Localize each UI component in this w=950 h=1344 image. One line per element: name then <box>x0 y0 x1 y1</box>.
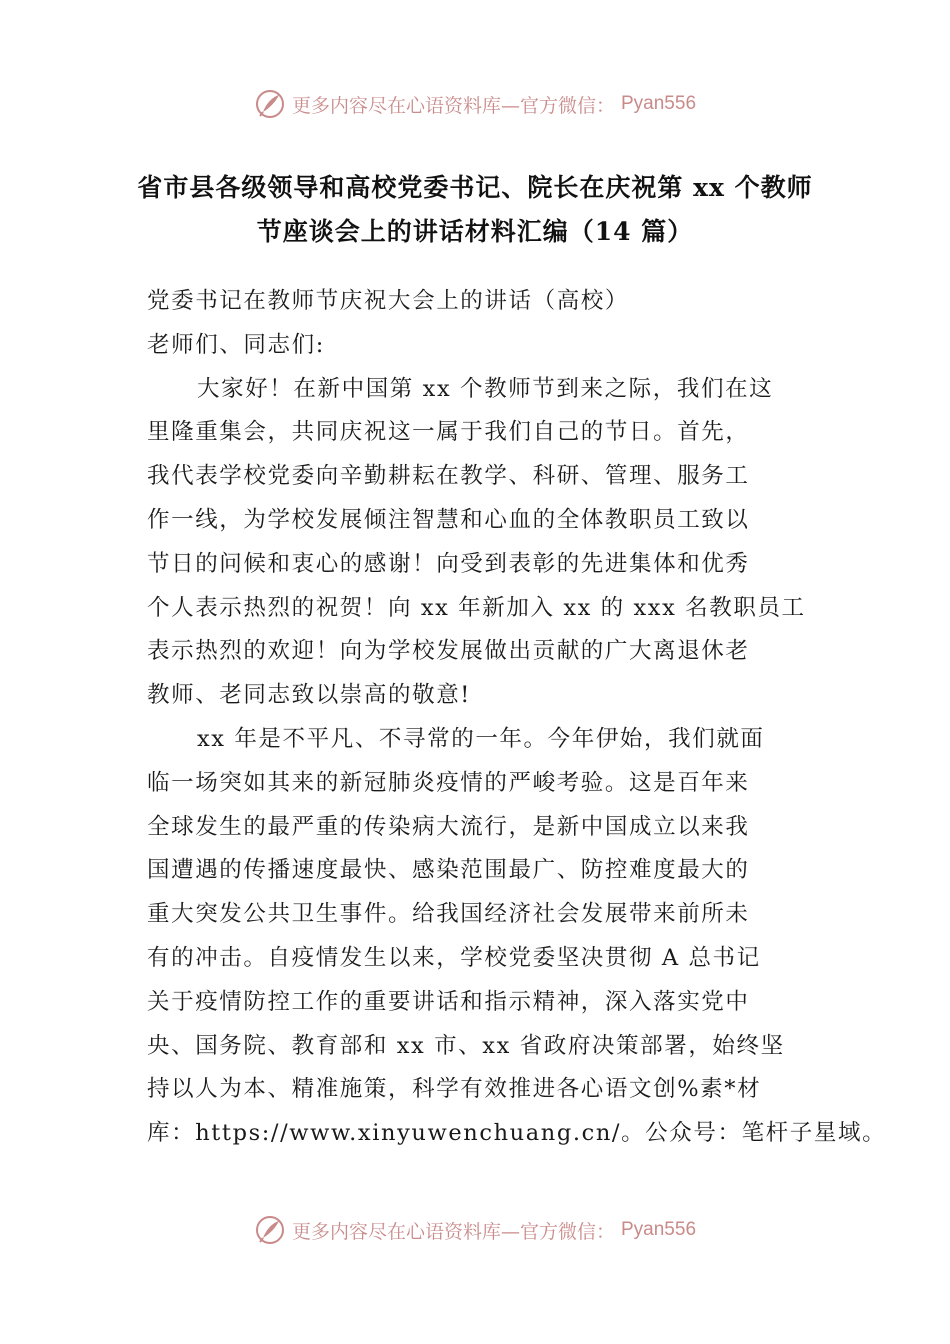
title-line: 节座谈会上的讲话材料汇编（14 篇） <box>256 217 694 246</box>
paragraph-line: 关于疫情防控工作的重要讲话和指示精神，深入落实党中 <box>147 988 750 1015</box>
document-body <box>147 280 887 1156</box>
paragraph-line: xx 年是不平凡、不寻常的一年。今年伊始，我们就面 <box>197 725 765 752</box>
paragraph-line: 国遭遇的传播速度最快、感染范围最广、防控难度最大的 <box>147 857 750 884</box>
header-watermark <box>0 84 950 124</box>
paragraph-line: 大家好！在新中国第 xx 个教师节到来之际，我们在这 <box>197 375 774 402</box>
paragraph-line: 个人表示热烈的祝贺！向 xx 年新加入 xx 的 xxx 名教职员工 <box>147 594 806 621</box>
section-heading: 党委书记在教师节庆祝大会上的讲话（高校） <box>147 288 630 314</box>
paragraph-line: 里隆重集会，共同庆祝这一属于我们自己的节日。首先， <box>147 419 750 446</box>
salutation: 老师们、同志们: <box>147 331 325 358</box>
paragraph-line: 重大突发公共卫生事件。给我国经济社会发展带来前所未 <box>147 901 750 928</box>
watermark-text: 更多内容尽在心语资料库—官方微信： <box>291 94 615 117</box>
paragraph-line: 持以人为本、精准施策，科学有效推进各心语文创%素*材 <box>147 1076 762 1103</box>
paragraph-line: 节日的问候和衷心的感谢！向受到表彰的先进集体和优秀 <box>147 550 750 577</box>
document-title <box>100 166 850 254</box>
paragraph-line: 有的冲击。自疫情发生以来，学校党委坚决贯彻 A 总书记 <box>147 944 761 971</box>
paragraph-line: 临一场突如其来的新冠肺炎疫情的严峻考验。这是百年来 <box>147 769 750 796</box>
paragraph-line: 央、国务院、教育部和 xx 市、xx 省政府决策部署，始终坚 <box>147 1032 785 1059</box>
watermark-wechat: Pyan556 <box>621 1219 697 1240</box>
paragraph-line: 库：https://www.xinyuwenchuang.cn/。公众号：笔杆子星域。 <box>147 1120 887 1147</box>
watermark-text: 更多内容尽在心语资料库—官方微信： <box>291 1220 615 1243</box>
paragraph-line: 教师、老同志致以崇高的敬意! <box>147 682 471 709</box>
paragraph-line: 全球发生的最严重的传染病大流行，是新中国成立以来我 <box>147 813 750 840</box>
feather-pen-logo-icon <box>254 88 286 120</box>
paragraph-line: 作一线，为学校发展倾注智慧和心血的全体教职员工致以 <box>147 506 750 533</box>
paragraph-line: 我代表学校党委向辛勤耕耘在教学、科研、管理、服务工 <box>147 463 750 490</box>
watermark-wechat: Pyan556 <box>621 93 697 114</box>
paragraph-line: 表示热烈的欢迎！向为学校发展做出贡献的广大离退休老 <box>147 638 750 665</box>
footer-watermark <box>0 1210 950 1250</box>
feather-pen-logo-icon <box>254 1214 286 1246</box>
title-line: 省市县各级领导和高校党委书记、院长在庆祝第 xx 个教师 <box>137 173 813 202</box>
